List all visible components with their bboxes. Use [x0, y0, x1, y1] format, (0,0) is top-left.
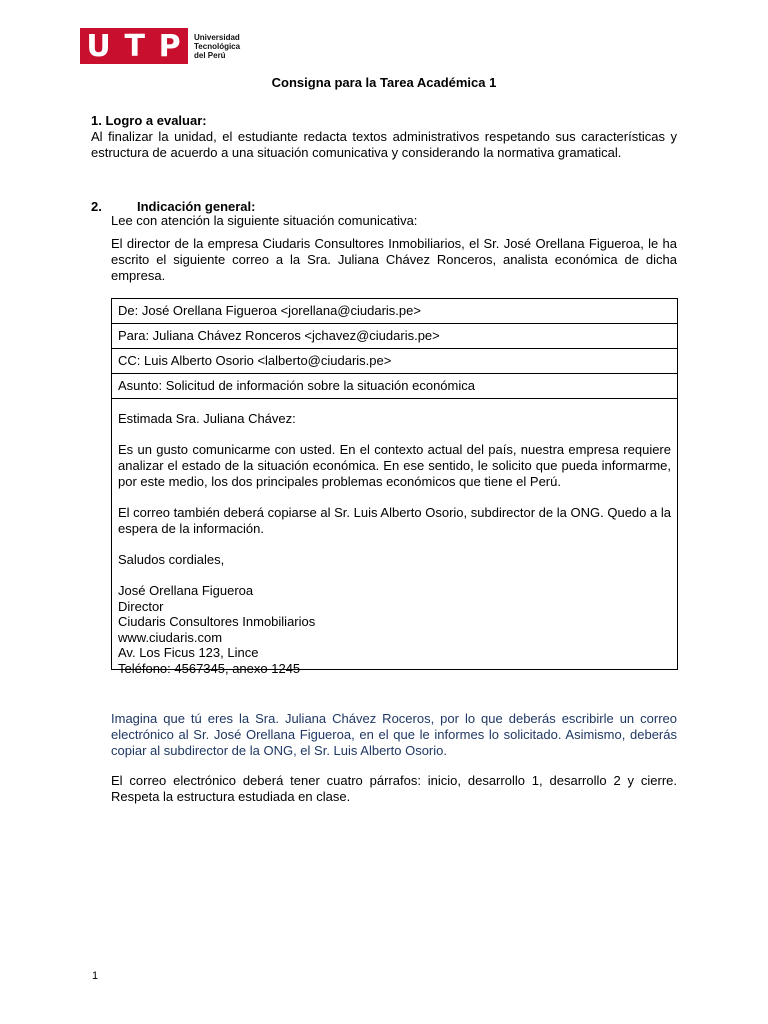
logo-line-1: Universidad: [194, 32, 240, 42]
email-greeting: Estimada Sra. Juliana Chávez:: [118, 411, 296, 426]
section-2-intro: Lee con atención la siguiente situación comunicativa:: [111, 213, 418, 228]
email-subject: Asunto: Solicitud de información sobre la situación económica: [112, 374, 677, 399]
signature-address: Av. Los Ficus 123, Lince: [118, 645, 259, 660]
email-cc: CC: Luis Alberto Osorio <lalberto@ciudaris.pe>: [112, 349, 677, 374]
signature-name: José Orellana Figueroa: [118, 583, 254, 598]
logo-text: [194, 33, 240, 60]
signature-website: www.ciudaris.com: [118, 629, 223, 645]
email-body: [112, 399, 677, 676]
page-number: 1: [92, 970, 99, 982]
section-2-number: 2.: [91, 199, 102, 214]
email-to: Para: Juliana Chávez Ronceros <jchavez@ciudaris.pe>: [112, 324, 677, 349]
email-closing: Saludos cordiales,: [118, 552, 225, 567]
section-1: [91, 113, 677, 161]
section-2-title: Indicación general:: [137, 199, 256, 214]
utp-logo: [80, 28, 240, 64]
logo-mark: [80, 28, 188, 64]
email-signature: [118, 583, 671, 676]
signature-phone: Teléfono: 4567345, anexo 1245: [118, 660, 301, 676]
email-from: De: José Orellana Figueroa <jorellana@ciudaris.pe>: [112, 299, 677, 324]
instructions-paragraph-2: El correo electrónico deberá tener cuatro párrafos: inicio, desarrollo 1, desarrollo 2 y cierre. Respeta la estructura estudiada en clase.: [111, 773, 677, 804]
section-1-text: Al finalizar la unidad, el estudiante redacta textos administrativos respetando sus características y estructura de acuerdo a una situación comunicativa y considerando la normativa gramatical.: [91, 129, 677, 160]
document-title: Consigna para la Tarea Académica 1: [271, 75, 497, 90]
section-2-heading: [91, 199, 255, 214]
email-box: [111, 298, 678, 676]
logo-line-2: Tecnológica: [194, 41, 241, 51]
logo-letter-p: P: [158, 28, 182, 64]
email-paragraph-2: El correo también deberá copiarse al Sr. Luis Alberto Osorio, subdirector de la ONG. Quedo a la espera de la información.: [118, 505, 671, 536]
section-2-situation: El director de la empresa Ciudaris Consultores Inmobiliarios, el Sr. José Orellana Figueroa, le ha escrito el siguiente correo a la Sra. Juliana Chávez Ronceros, analista económica de dicha empresa.: [111, 236, 677, 283]
instructions-paragraph-1: Imagina que tú eres la Sra. Juliana Chávez Roceros, por lo que deberás escribirle un correo electrónico al Sr. José Orellana Figueroa, en el que le informes lo solicitado. Asimismo, deberás copiar al subdirector de la ONG, el Sr. Luis Alberto Osorio.: [111, 711, 677, 758]
signature-company: Ciudaris Consultores Inmobiliarios: [118, 614, 316, 629]
logo-line-3: del Perú: [194, 50, 226, 60]
section-1-heading: 1. Logro a evaluar:: [91, 113, 207, 128]
email-paragraph-1: Es un gusto comunicarme con usted. En el contexto actual del país, nuestra empresa requiere analizar el estado de la situación económica. En ese sentido, le solicito que pueda informarme, por este medio, los dos principales problemas económicos que tiene el Perú.: [118, 442, 671, 489]
signature-role: Director: [118, 598, 164, 614]
logo-letter-t: T: [124, 28, 146, 64]
logo-letter-u: U: [86, 28, 112, 64]
